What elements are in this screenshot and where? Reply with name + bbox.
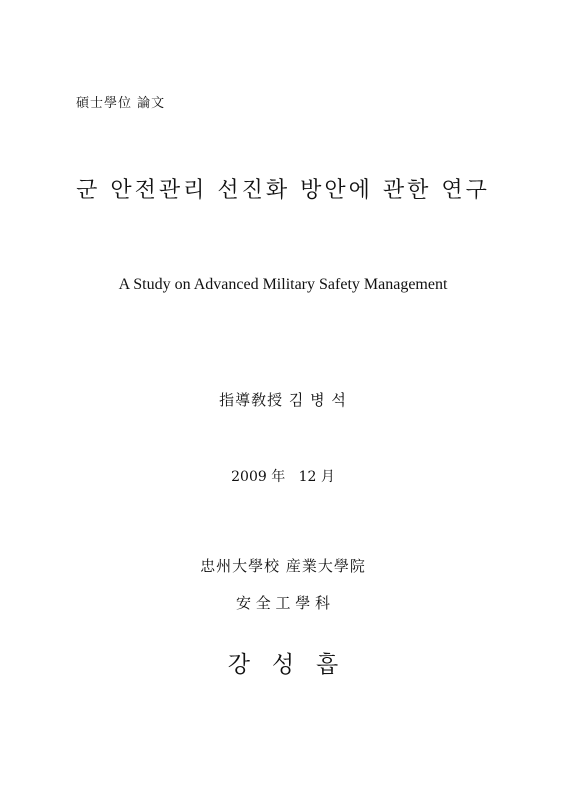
author-name: 강 성 흡 xyxy=(227,652,339,678)
degree-type-label: 碩士學位 論文 xyxy=(76,96,166,111)
department-name: 安 全 工 學 科 xyxy=(235,594,331,612)
submission-date: 2009 年 12 月 xyxy=(231,469,335,485)
thesis-title-english: A Study on Advanced Military Safety Management xyxy=(118,276,448,293)
school-name: 忠州大學校 産業大學院 xyxy=(200,557,366,575)
thesis-title-korean: 군 안전관리 선진화 방안에 관한 연구 xyxy=(76,178,490,203)
advisor-line: 指導敎授 김 병 석 xyxy=(219,391,347,409)
